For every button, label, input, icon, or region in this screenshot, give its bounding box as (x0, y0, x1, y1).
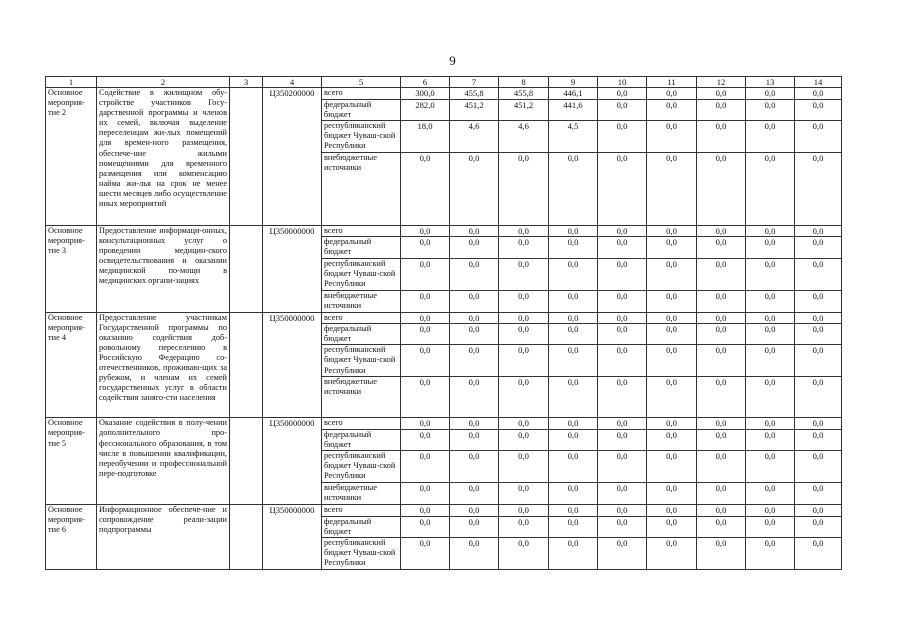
amount-cell: 0,0 (697, 418, 746, 430)
amount-cell: 4,5 (549, 120, 598, 152)
funding-source-cell: всего (322, 418, 401, 430)
funding-source-cell: внебюджетные источники (322, 290, 401, 312)
amount-cell: 0,0 (697, 345, 746, 377)
amount-cell: 455,8 (450, 88, 499, 100)
column-header: 12 (697, 77, 746, 88)
activity-description-cell: Предоставление информаци-онных, консультационных услуг о проведении медицин-ского освидетельствования и оказании медицинской по-мощи в медицинских органи-зациях (97, 225, 230, 312)
amount-cell: 0,0 (598, 537, 647, 569)
amount-cell: 0,0 (401, 225, 450, 237)
amount-cell: 0,0 (795, 345, 842, 377)
column-header: 11 (647, 77, 697, 88)
amount-cell: 0,0 (549, 345, 598, 377)
amount-cell: 0,0 (401, 258, 450, 290)
responsible-cell (230, 88, 263, 226)
amount-cell: 4,6 (450, 120, 499, 152)
funding-source-cell: республиканский бюджет Чуваш-ской Республики (322, 451, 401, 483)
amount-cell: 0,0 (795, 120, 842, 152)
amount-cell: 0,0 (549, 483, 598, 505)
amount-cell: 0,0 (499, 345, 549, 377)
amount-cell: 0,0 (697, 225, 746, 237)
amount-cell: 0,0 (549, 537, 598, 569)
amount-cell: 0,0 (647, 505, 697, 517)
amount-cell: 0,0 (401, 377, 450, 418)
amount-cell: 0,0 (598, 505, 647, 517)
amount-cell: 0,0 (795, 290, 842, 312)
amount-cell: 0,0 (598, 312, 647, 324)
amount-cell: 0,0 (401, 429, 450, 450)
amount-cell: 0,0 (697, 516, 746, 537)
column-header: 4 (263, 77, 322, 88)
amount-cell: 0,0 (549, 312, 598, 324)
amount-cell: 0,0 (598, 225, 647, 237)
activity-description-cell: Содействие в жилищном обу-стройстве участников Госу-дарственной программы и членов их семей, включая выделение переселенцам жи-лых помещений для времен-ного размещения, обеспече-ние жилыми помещениями для временного размещения или компенсацию найма жи-лья на срок не менее шести месяцев либо осуществление иных мероприятий (97, 88, 230, 226)
amount-cell: 0,0 (795, 483, 842, 505)
amount-cell: 0,0 (549, 377, 598, 418)
amount-cell: 0,0 (450, 324, 499, 345)
amount-cell: 0,0 (450, 377, 499, 418)
funding-source-cell: внебюджетные источники (322, 152, 401, 225)
amount-cell: 0,0 (549, 516, 598, 537)
amount-cell: 0,0 (795, 152, 842, 225)
amount-cell: 0,0 (647, 324, 697, 345)
amount-cell: 0,0 (499, 429, 549, 450)
amount-cell: 0,0 (401, 345, 450, 377)
amount-cell: 0,0 (401, 152, 450, 225)
amount-cell: 0,0 (647, 418, 697, 430)
amount-cell: 0,0 (499, 237, 549, 258)
amount-cell: 0,0 (598, 483, 647, 505)
amount-cell: 0,0 (795, 237, 842, 258)
amount-cell: 0,0 (647, 429, 697, 450)
funding-source-cell: федеральный бюджет (322, 516, 401, 537)
amount-cell: 0,0 (598, 88, 647, 100)
amount-cell: 0,0 (647, 152, 697, 225)
funding-source-cell: федеральный бюджет (322, 429, 401, 450)
amount-cell: 0,0 (598, 377, 647, 418)
amount-cell: 0,0 (647, 345, 697, 377)
activity-type-cell: Основное мероприя-тие 3 (46, 225, 97, 312)
funding-source-cell: внебюджетные источники (322, 377, 401, 418)
budget-code-cell: Ц350000000 (263, 418, 322, 505)
amount-cell: 0,0 (450, 505, 499, 517)
amount-cell: 0,0 (598, 99, 647, 120)
funding-source-cell: всего (322, 88, 401, 100)
column-header: 5 (322, 77, 401, 88)
amount-cell: 0,0 (598, 152, 647, 225)
amount-cell: 0,0 (499, 258, 549, 290)
amount-cell: 0,0 (549, 324, 598, 345)
amount-cell: 0,0 (549, 258, 598, 290)
amount-cell: 0,0 (697, 258, 746, 290)
amount-cell: 0,0 (401, 418, 450, 430)
amount-cell: 0,0 (647, 312, 697, 324)
amount-cell: 0,0 (450, 345, 499, 377)
funding-source-cell: республиканский бюджет Чуваш-ской Республики (322, 345, 401, 377)
table-body (46, 77, 842, 570)
amount-cell: 0,0 (401, 537, 450, 569)
amount-cell: 0,0 (647, 377, 697, 418)
amount-cell: 0,0 (795, 516, 842, 537)
budget-code-cell: Ц350200000 (263, 88, 322, 226)
amount-cell: 0,0 (499, 312, 549, 324)
amount-cell: 0,0 (647, 290, 697, 312)
amount-cell: 0,0 (598, 120, 647, 152)
amount-cell: 18,0 (401, 120, 450, 152)
amount-cell: 0,0 (746, 290, 795, 312)
column-header: 1 (46, 77, 97, 88)
amount-cell: 0,0 (450, 418, 499, 430)
amount-cell: 282,0 (401, 99, 450, 120)
amount-cell: 0,0 (598, 290, 647, 312)
activity-description-cell: Информационное обеспече-ние и сопровождение реали-зации подпрограммы (97, 505, 230, 570)
responsible-cell (230, 418, 263, 505)
amount-cell: 0,0 (697, 99, 746, 120)
column-header: 9 (549, 77, 598, 88)
amount-cell: 0,0 (499, 505, 549, 517)
funding-source-cell: республиканский бюджет Чуваш-ской Республики (322, 258, 401, 290)
amount-cell: 0,0 (401, 290, 450, 312)
funding-source-cell: внебюджетные источники (322, 483, 401, 505)
amount-cell: 0,0 (499, 152, 549, 225)
column-header: 8 (499, 77, 549, 88)
amount-cell: 0,0 (549, 225, 598, 237)
funding-source-cell: федеральный бюджет (322, 324, 401, 345)
amount-cell: 0,0 (401, 505, 450, 517)
amount-cell: 0,0 (697, 505, 746, 517)
funding-source-cell: всего (322, 225, 401, 237)
column-header-row (46, 77, 842, 88)
amount-cell: 0,0 (697, 88, 746, 100)
amount-cell: 0,0 (746, 237, 795, 258)
amount-cell: 0,0 (647, 258, 697, 290)
amount-cell: 0,0 (795, 505, 842, 517)
amount-cell: 0,0 (795, 312, 842, 324)
amount-cell: 0,0 (647, 483, 697, 505)
amount-cell: 0,0 (795, 377, 842, 418)
funding-source-cell: федеральный бюджет (322, 99, 401, 120)
amount-cell: 451,2 (499, 99, 549, 120)
amount-cell: 0,0 (647, 225, 697, 237)
amount-cell: 0,0 (401, 324, 450, 345)
table-row (46, 225, 842, 237)
column-header: 10 (598, 77, 647, 88)
amount-cell: 0,0 (746, 377, 795, 418)
amount-cell: 0,0 (598, 418, 647, 430)
amount-cell: 0,0 (697, 537, 746, 569)
amount-cell: 0,0 (549, 290, 598, 312)
amount-cell: 0,0 (746, 345, 795, 377)
amount-cell: 0,0 (549, 418, 598, 430)
amount-cell: 0,0 (746, 258, 795, 290)
funding-source-cell: федеральный бюджет (322, 237, 401, 258)
amount-cell: 0,0 (499, 483, 549, 505)
amount-cell: 0,0 (401, 516, 450, 537)
amount-cell: 0,0 (795, 324, 842, 345)
column-header: 3 (230, 77, 263, 88)
funding-source-cell: республиканский бюджет Чуваш-ской Республики (322, 120, 401, 152)
table-row (46, 418, 842, 430)
column-header: 14 (795, 77, 842, 88)
amount-cell: 0,0 (746, 99, 795, 120)
amount-cell: 0,0 (795, 537, 842, 569)
amount-cell: 0,0 (401, 312, 450, 324)
column-header: 7 (450, 77, 499, 88)
amount-cell: 0,0 (598, 324, 647, 345)
column-header: 13 (746, 77, 795, 88)
amount-cell: 0,0 (549, 429, 598, 450)
amount-cell: 0,0 (499, 537, 549, 569)
amount-cell: 0,0 (499, 377, 549, 418)
amount-cell: 0,0 (697, 290, 746, 312)
amount-cell: 0,0 (450, 516, 499, 537)
amount-cell: 0,0 (598, 258, 647, 290)
page-number: 9 (449, 53, 456, 68)
budget-code-cell: Ц350000000 (263, 312, 322, 418)
amount-cell: 0,0 (697, 152, 746, 225)
activity-type-cell: Основное мероприя-тие 6 (46, 505, 97, 570)
amount-cell: 0,0 (746, 516, 795, 537)
amount-cell: 300,0 (401, 88, 450, 100)
column-header: 2 (97, 77, 230, 88)
table-row (46, 312, 842, 324)
amount-cell: 451,2 (450, 99, 499, 120)
amount-cell: 0,0 (499, 451, 549, 483)
amount-cell: 0,0 (647, 88, 697, 100)
amount-cell: 0,0 (746, 418, 795, 430)
amount-cell: 0,0 (450, 312, 499, 324)
amount-cell: 0,0 (697, 483, 746, 505)
amount-cell: 0,0 (598, 429, 647, 450)
amount-cell: 4,6 (499, 120, 549, 152)
responsible-cell (230, 312, 263, 418)
amount-cell: 0,0 (598, 237, 647, 258)
amount-cell: 0,0 (795, 258, 842, 290)
activity-type-cell: Основное мероприя-тие 2 (46, 88, 97, 226)
amount-cell: 441,6 (549, 99, 598, 120)
activity-description-cell: Оказание содействия в полу-чении дополнительного про-фессионального образования, в том числе в повышении квалификации, переобучении и профессиональной пере-подготовке (97, 418, 230, 505)
amount-cell: 0,0 (450, 152, 499, 225)
amount-cell: 0,0 (647, 99, 697, 120)
amount-cell: 0,0 (499, 225, 549, 237)
amount-cell: 0,0 (499, 418, 549, 430)
budget-code-cell: Ц350000000 (263, 225, 322, 312)
amount-cell: 0,0 (746, 429, 795, 450)
amount-cell: 0,0 (647, 451, 697, 483)
amount-cell: 0,0 (450, 290, 499, 312)
amount-cell: 0,0 (697, 451, 746, 483)
amount-cell: 0,0 (450, 429, 499, 450)
amount-cell: 0,0 (598, 345, 647, 377)
amount-cell: 0,0 (795, 429, 842, 450)
amount-cell: 0,0 (499, 290, 549, 312)
amount-cell: 0,0 (647, 120, 697, 152)
activity-type-cell: Основное мероприя-тие 5 (46, 418, 97, 505)
amount-cell: 0,0 (549, 505, 598, 517)
budget-code-cell: Ц350000000 (263, 505, 322, 570)
activity-type-cell: Основное мероприя-тие 4 (46, 312, 97, 418)
amount-cell: 0,0 (697, 312, 746, 324)
amount-cell: 0,0 (499, 516, 549, 537)
amount-cell: 0,0 (795, 88, 842, 100)
funding-table (45, 76, 842, 570)
amount-cell: 0,0 (450, 258, 499, 290)
responsible-cell (230, 225, 263, 312)
amount-cell: 0,0 (697, 120, 746, 152)
amount-cell: 0,0 (746, 451, 795, 483)
amount-cell: 0,0 (697, 237, 746, 258)
amount-cell: 0,0 (746, 225, 795, 237)
amount-cell: 0,0 (746, 312, 795, 324)
activity-description-cell: Предоставление участникам Государственной программы по оказанию содействия доб-ровольному переселению в Российскую Федерацию со-отечественников, проживаю-щих за рубежом, и членам их семей государственных услуг в области содействия заняго-сти населения (97, 312, 230, 418)
amount-cell: 0,0 (697, 429, 746, 450)
amount-cell: 0,0 (795, 99, 842, 120)
amount-cell: 0,0 (795, 418, 842, 430)
amount-cell: 0,0 (746, 88, 795, 100)
funding-source-cell: всего (322, 312, 401, 324)
amount-cell: 0,0 (499, 324, 549, 345)
amount-cell: 0,0 (746, 324, 795, 345)
amount-cell: 0,0 (401, 237, 450, 258)
column-header: 6 (401, 77, 450, 88)
amount-cell: 0,0 (795, 225, 842, 237)
funding-source-cell: республиканский бюджет Чуваш-ской Республики (322, 537, 401, 569)
funding-source-cell: всего (322, 505, 401, 517)
amount-cell: 446,1 (549, 88, 598, 100)
amount-cell: 0,0 (549, 451, 598, 483)
amount-cell: 0,0 (598, 516, 647, 537)
amount-cell: 0,0 (697, 324, 746, 345)
responsible-cell (230, 505, 263, 570)
amount-cell: 0,0 (450, 237, 499, 258)
amount-cell: 0,0 (647, 516, 697, 537)
amount-cell: 0,0 (746, 120, 795, 152)
table-row (46, 88, 842, 100)
amount-cell: 0,0 (746, 152, 795, 225)
amount-cell: 0,0 (647, 537, 697, 569)
amount-cell: 0,0 (401, 451, 450, 483)
amount-cell: 0,0 (746, 483, 795, 505)
amount-cell: 0,0 (697, 377, 746, 418)
amount-cell: 455,8 (499, 88, 549, 100)
amount-cell: 0,0 (450, 483, 499, 505)
amount-cell: 0,0 (746, 537, 795, 569)
table-row (46, 505, 842, 517)
amount-cell: 0,0 (549, 152, 598, 225)
amount-cell: 0,0 (450, 225, 499, 237)
amount-cell: 0,0 (746, 505, 795, 517)
amount-cell: 0,0 (598, 451, 647, 483)
amount-cell: 0,0 (401, 483, 450, 505)
amount-cell: 0,0 (450, 451, 499, 483)
amount-cell: 0,0 (549, 237, 598, 258)
amount-cell: 0,0 (450, 537, 499, 569)
amount-cell: 0,0 (647, 237, 697, 258)
amount-cell: 0,0 (795, 451, 842, 483)
